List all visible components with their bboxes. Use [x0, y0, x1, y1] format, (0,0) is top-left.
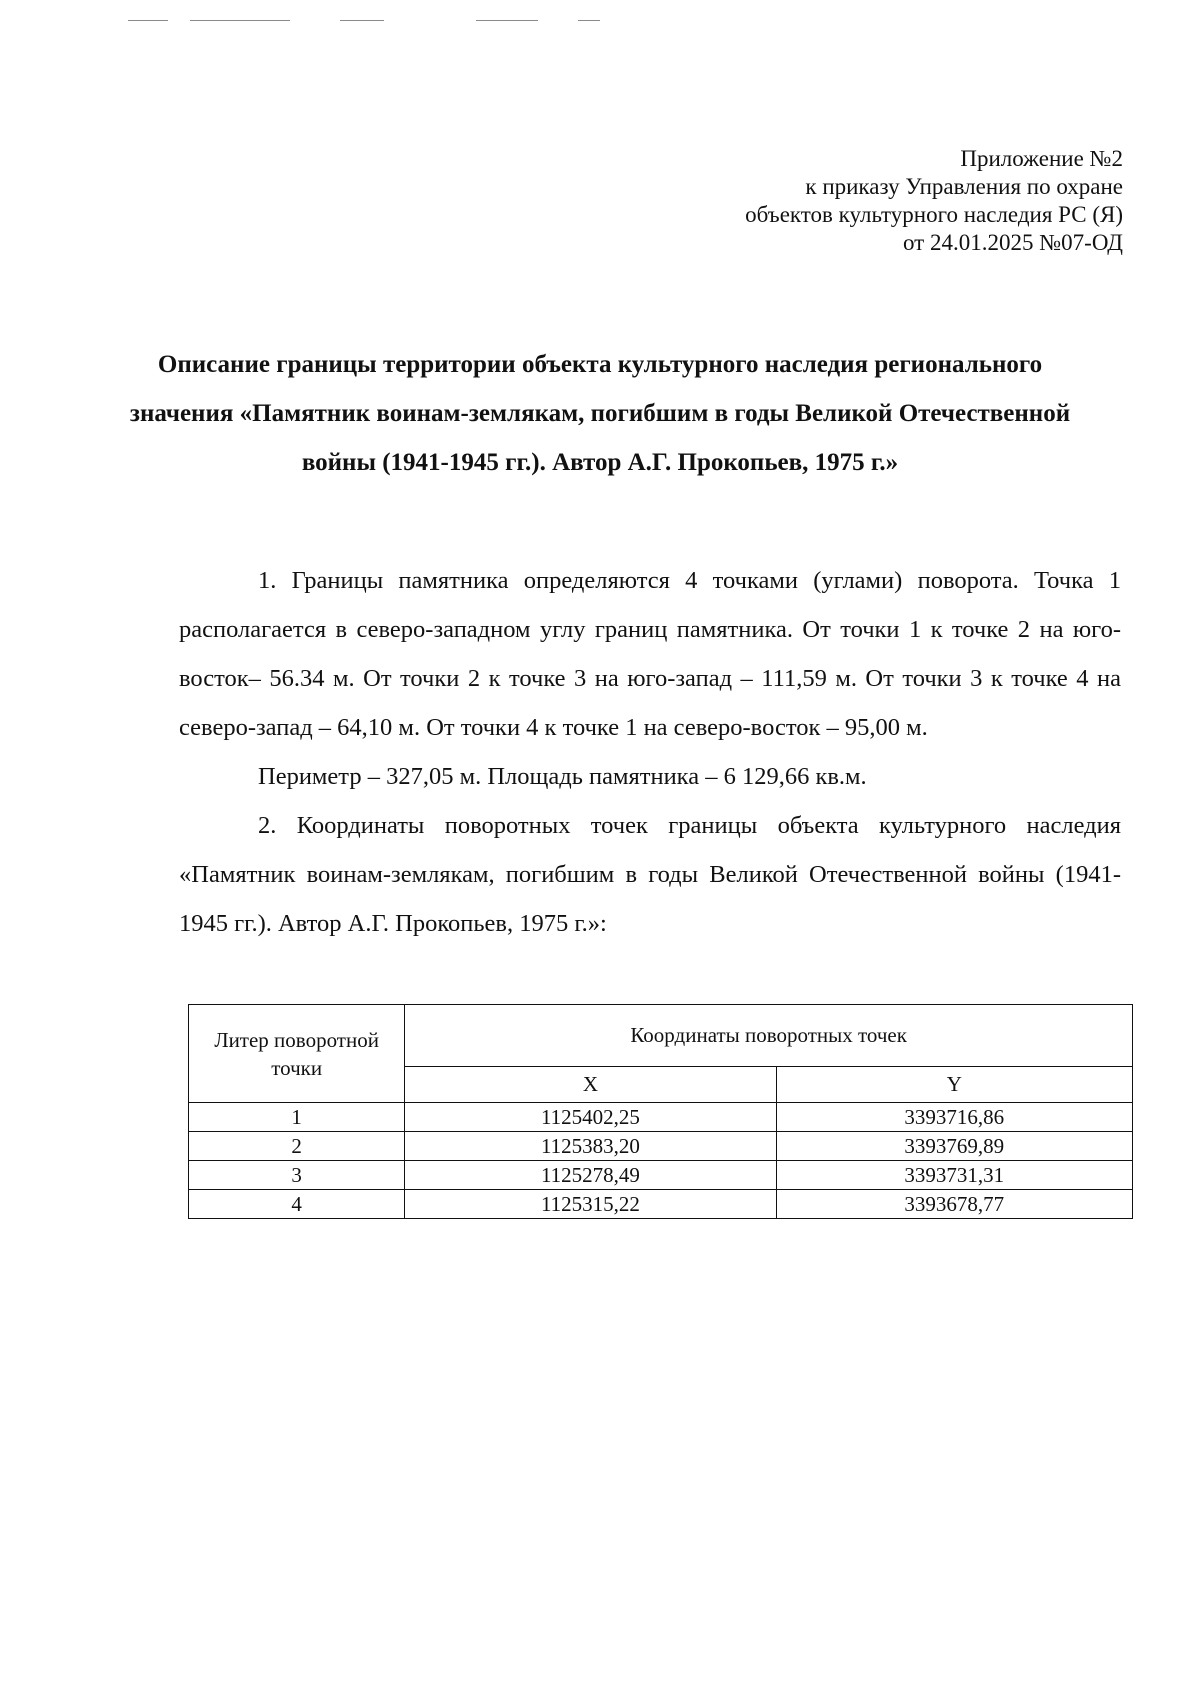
table-row: [189, 1103, 1133, 1132]
cell-liter: 3: [189, 1161, 405, 1190]
appendix-line-1: Приложение №2: [960, 146, 1123, 171]
document-body: [179, 556, 1121, 948]
appendix-line-2: к приказу Управления по охране: [805, 174, 1123, 199]
cell-x: 1125383,20: [405, 1132, 776, 1161]
paragraph-boundaries: 1. Границы памятника определяются 4 точками (углами) поворота. Точка 1 располагается в северо-западном углу границ памятника. От точки 1 к точке 2 на юго-восток– 56.34 м. От точки 2 к точке 3 на юго-запад – 111,59 м. От точки 3 к точке 4 на северо-запад – 64,10 м. От точки 4 к точке 1 на северо-восток – 95,00 м.: [179, 567, 1121, 741]
cell-y: 3393678,77: [776, 1190, 1132, 1219]
header-y: Y: [776, 1067, 1132, 1103]
appendix-header: [745, 145, 1123, 257]
cell-y: 3393769,89: [776, 1132, 1132, 1161]
cell-y: 3393731,31: [776, 1161, 1132, 1190]
scan-artifact-lines: [0, 0, 1200, 40]
document-title: Описание границы территории объекта культурного наследия регионального значения «Памятник воинам-землякам, погибшим в годы Великой Отечественной войны (1941-1945 гг.). Автор А.Г. Прокопьев, 1975 г.»: [129, 351, 1071, 476]
cell-x: 1125315,22: [405, 1190, 776, 1219]
header-coordinates: Координаты поворотных точек: [405, 1005, 1133, 1067]
cell-x: 1125278,49: [405, 1161, 776, 1190]
table-row: [189, 1132, 1133, 1161]
coordinates-table: [188, 1004, 1133, 1219]
table-row: [189, 1190, 1133, 1219]
table-row: [189, 1161, 1133, 1190]
cell-liter: 1: [189, 1103, 405, 1132]
appendix-line-4: от 24.01.2025 №07-ОД: [902, 230, 1123, 255]
paragraph-perimeter: Периметр – 327,05 м. Площадь памятника – 6 129,66 кв.м.: [258, 763, 867, 790]
cell-liter: 2: [189, 1132, 405, 1161]
cell-x: 1125402,25: [405, 1103, 776, 1132]
header-x: X: [405, 1067, 776, 1103]
cell-liter: 4: [189, 1190, 405, 1219]
cell-y: 3393716,86: [776, 1103, 1132, 1132]
appendix-line-3: объектов культурного наследия РС (Я): [745, 202, 1123, 227]
paragraph-coordinates-intro: 2. Координаты поворотных точек границы объекта культурного наследия «Памятник воинам-землякам, погибшим в годы Великой Отечественной войны (1941-1945 гг.). Автор А.Г. Прокопьев, 1975 г.»:: [179, 812, 1121, 937]
header-liter: Литер поворотной точки: [189, 1005, 405, 1103]
